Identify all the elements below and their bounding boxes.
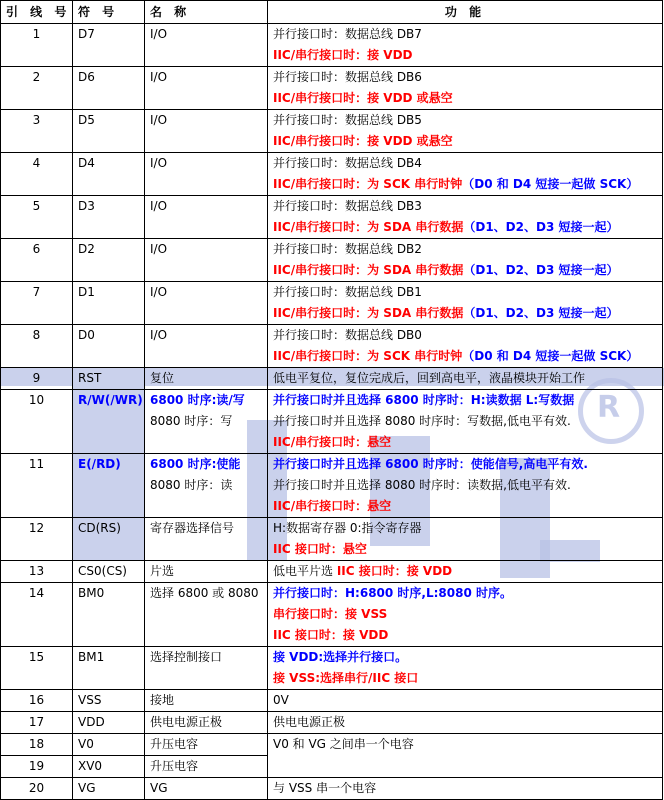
table-body xyxy=(1,24,663,800)
pin-function-cell xyxy=(268,368,663,390)
cell-line xyxy=(273,411,662,432)
pin-number-cell: 12 xyxy=(1,518,73,561)
pin-name-cell xyxy=(145,196,268,239)
text-segment: 并行接口时：数据总线 DB6 xyxy=(273,70,422,84)
text-segment: 6800 时序:读/写 xyxy=(150,393,245,407)
cell-line xyxy=(273,217,662,238)
cell-line: 升压电容 xyxy=(150,737,199,751)
pin-symbol-cell: D6 xyxy=(73,67,145,110)
cell-line xyxy=(273,583,662,604)
text-segment: H:数据寄存器 0:指令寄存器 xyxy=(273,521,422,535)
table-row xyxy=(1,325,663,368)
pin-name-cell xyxy=(145,734,268,756)
pin-function-cell xyxy=(268,454,663,518)
table-row xyxy=(1,561,663,583)
pin-function-cell xyxy=(268,561,663,583)
pin-function-cell xyxy=(268,518,663,561)
table-row xyxy=(1,368,663,390)
header-name: 名 称 xyxy=(145,1,268,24)
text-segment: 并行接口时：数据总线 DB3 xyxy=(273,199,422,213)
cell-line xyxy=(273,668,662,689)
text-segment: （D0 和 D4 短接一起做 SCK） xyxy=(462,349,639,363)
pin-symbol-cell: E(/RD) xyxy=(73,454,145,518)
cell-line xyxy=(273,690,662,711)
pin-number-cell: 3 xyxy=(1,110,73,153)
header-function: 功 能 xyxy=(268,1,663,24)
pin-number-cell: 4 xyxy=(1,153,73,196)
pin-function-cell xyxy=(268,690,663,712)
pin-number-cell: 20 xyxy=(1,778,73,800)
text-segment: 并行接口时：数据总线 DB4 xyxy=(273,156,422,170)
cell-line xyxy=(273,260,662,281)
cell-line xyxy=(273,475,662,496)
pin-function-cell xyxy=(268,390,663,454)
cell-line xyxy=(273,153,662,174)
pin-name-cell xyxy=(145,153,268,196)
text-segment: IIC/串行接口时：为 SDA 串行数据 xyxy=(273,306,464,320)
cell-line xyxy=(273,131,662,152)
text-segment: 并行接口时：数据总线 DB1 xyxy=(273,285,422,299)
cell-line xyxy=(273,390,662,411)
cell-line: I/O xyxy=(150,113,168,127)
pin-symbol-cell: D5 xyxy=(73,110,145,153)
text-segment: 并行接口时：数据总线 DB7 xyxy=(273,27,422,41)
cell-line: 选择 6800 或 8080 xyxy=(150,586,259,600)
cell-line: 选择控制接口 xyxy=(150,650,223,664)
pin-number-cell: 8 xyxy=(1,325,73,368)
cell-line xyxy=(273,24,662,45)
text-segment: IIC/串行接口时：为 SCK 串行时钟 xyxy=(273,177,463,191)
pin-name-cell xyxy=(145,239,268,282)
cell-line xyxy=(273,282,662,303)
cell-line: I/O xyxy=(150,285,168,299)
pin-symbol-cell: D3 xyxy=(73,196,145,239)
cell-line: 供电电源正极 xyxy=(150,715,223,729)
text-segment: 供电电源正极 xyxy=(273,715,346,729)
pin-name-cell xyxy=(145,282,268,325)
pin-name-cell xyxy=(145,647,268,690)
pin-name-cell xyxy=(145,518,268,561)
text-segment: IIC/串行接口时：接 VDD xyxy=(273,48,413,62)
table-row xyxy=(1,390,663,454)
pin-function-cell xyxy=(268,153,663,196)
table-row xyxy=(1,712,663,734)
cell-line xyxy=(273,712,662,733)
pin-name-cell xyxy=(145,756,268,778)
table-row xyxy=(1,778,663,800)
text-segment: 低电平复位，复位完成后，回到高电平，液晶模块开始工作 xyxy=(273,371,586,385)
pin-symbol-cell: D4 xyxy=(73,153,145,196)
pin-number-cell: 7 xyxy=(1,282,73,325)
pin-symbol-cell: D1 xyxy=(73,282,145,325)
pin-name-cell xyxy=(145,690,268,712)
table-row xyxy=(1,24,663,67)
table-row xyxy=(1,153,663,196)
table-row xyxy=(1,239,663,282)
text-segment: 并行接口时：数据总线 DB2 xyxy=(273,242,422,256)
pin-name-cell xyxy=(145,583,268,647)
pin-symbol-cell: D7 xyxy=(73,24,145,67)
text-segment: 并行接口时：H:6800 时序,L:8080 时序。 xyxy=(273,586,512,600)
registered-mark-letter: R xyxy=(597,390,621,425)
pin-number-cell: 13 xyxy=(1,561,73,583)
cell-line xyxy=(273,174,662,195)
text-segment: 并行接口时并且选择 6800 时序时：使能信号,高电平有效. xyxy=(273,457,588,471)
cell-line xyxy=(273,625,662,646)
cell-line xyxy=(150,475,267,496)
text-segment: 低电平片选 xyxy=(273,564,337,578)
pin-number-cell: 1 xyxy=(1,24,73,67)
text-segment: 8080 时序：写 xyxy=(150,414,233,428)
table-row xyxy=(1,647,663,690)
pin-symbol-cell: VSS xyxy=(73,690,145,712)
cell-line xyxy=(273,778,662,799)
cell-line: I/O xyxy=(150,70,168,84)
header-symbol: 符 号 xyxy=(73,1,145,24)
pin-symbol-cell: VG xyxy=(73,778,145,800)
cell-line: I/O xyxy=(150,27,168,41)
pin-name-cell xyxy=(145,67,268,110)
text-segment: （D1、D2、D3 短接一起） xyxy=(463,220,619,234)
text-segment: 并行接口时并且选择 8080 时序时：写数据,低电平有效. xyxy=(273,414,571,428)
pin-symbol-cell: VDD xyxy=(73,712,145,734)
pin-symbol-cell: CD(RS) xyxy=(73,518,145,561)
pin-symbol-cell: XV0 xyxy=(73,756,145,778)
pin-function-cell xyxy=(268,196,663,239)
cell-line xyxy=(273,539,662,560)
pin-function-cell xyxy=(268,67,663,110)
text-segment: 8080 时序：读 xyxy=(150,478,233,492)
text-segment: 接 VSS:选择串行/IIC 接口 xyxy=(273,671,419,685)
pin-name-cell xyxy=(145,325,268,368)
pin-number-cell: 18 xyxy=(1,734,73,756)
cell-line xyxy=(273,734,662,755)
cell-line: 升压电容 xyxy=(150,759,199,773)
pin-function-cell xyxy=(268,325,663,368)
cell-line xyxy=(273,45,662,66)
cell-line xyxy=(273,239,662,260)
cell-line xyxy=(273,432,662,453)
pin-symbol-cell: D2 xyxy=(73,239,145,282)
pin-name-cell xyxy=(145,561,268,583)
text-segment: IIC/串行接口时：为 SDA 串行数据 xyxy=(273,263,464,277)
pin-number-cell: 14 xyxy=(1,583,73,647)
table-row xyxy=(1,583,663,647)
cell-line xyxy=(273,454,662,475)
cell-line xyxy=(273,196,662,217)
text-segment: IIC/串行接口时：为 SCK 串行时钟 xyxy=(273,349,463,363)
pin-name-cell xyxy=(145,368,268,390)
pin-number-cell: 10 xyxy=(1,390,73,454)
cell-line: I/O xyxy=(150,328,168,342)
table-row xyxy=(1,282,663,325)
pin-number-cell: 6 xyxy=(1,239,73,282)
cell-line xyxy=(273,346,662,367)
cell-line: 寄存器选择信号 xyxy=(150,521,235,535)
pin-symbol-cell: V0 xyxy=(73,734,145,756)
text-segment: （D1、D2、D3 短接一起） xyxy=(463,263,619,277)
text-segment: IIC/串行接口时：为 SDA 串行数据 xyxy=(273,220,464,234)
cell-line: I/O xyxy=(150,156,168,170)
table-row xyxy=(1,690,663,712)
pin-number-cell: 9 xyxy=(1,368,73,390)
table-row xyxy=(1,110,663,153)
text-segment: 并行接口时并且选择 8080 时序时：读数据,低电平有效. xyxy=(273,478,571,492)
text-segment: 并行接口时：数据总线 DB5 xyxy=(273,113,422,127)
text-segment: IIC 接口时：接 VDD xyxy=(336,564,453,578)
pin-symbol-cell: RST xyxy=(73,368,145,390)
text-segment: IIC/串行接口时：接 VDD 或悬空 xyxy=(273,134,453,148)
cell-line xyxy=(273,67,662,88)
pin-number-cell: 15 xyxy=(1,647,73,690)
table-row xyxy=(1,196,663,239)
text-segment: 与 VSS 串一个电容 xyxy=(273,781,377,795)
text-segment: （D0 和 D4 短接一起做 SCK） xyxy=(462,177,639,191)
pin-function-cell xyxy=(268,734,663,778)
text-segment: IIC/串行接口时：悬空 xyxy=(273,435,392,449)
pin-name-cell xyxy=(145,390,268,454)
cell-line: VG xyxy=(150,781,168,795)
cell-line xyxy=(273,325,662,346)
table-header-row xyxy=(1,1,663,24)
pin-function-cell xyxy=(268,24,663,67)
cell-line xyxy=(273,496,662,517)
pin-function-cell xyxy=(268,239,663,282)
cell-line: I/O xyxy=(150,199,168,213)
cell-line: I/O xyxy=(150,242,168,256)
pin-number-cell: 19 xyxy=(1,756,73,778)
pin-symbol-cell: D0 xyxy=(73,325,145,368)
table-row xyxy=(1,454,663,518)
table-row xyxy=(1,67,663,110)
cell-line xyxy=(273,303,662,324)
cell-line xyxy=(150,411,267,432)
text-segment: IIC/串行接口时：接 VDD 或悬空 xyxy=(273,91,453,105)
cell-line xyxy=(273,88,662,109)
cell-line xyxy=(150,454,267,475)
pin-symbol-cell: R/W(/WR) xyxy=(73,390,145,454)
text-segment: IIC 接口时：悬空 xyxy=(273,542,367,556)
text-segment: 串行接口时：接 VSS xyxy=(273,607,388,621)
pin-number-cell: 11 xyxy=(1,454,73,518)
cell-line: 片选 xyxy=(150,564,175,578)
header-pin-number: 引 线 号 xyxy=(1,1,73,24)
text-segment: IIC 接口时：接 VDD xyxy=(273,628,389,642)
text-segment: （D1、D2、D3 短接一起） xyxy=(463,306,619,320)
cell-line: 复位 xyxy=(150,371,175,385)
cell-line xyxy=(273,368,662,389)
pin-name-cell xyxy=(145,24,268,67)
text-segment: 并行接口时：数据总线 DB0 xyxy=(273,328,422,342)
pin-name-cell xyxy=(145,454,268,518)
cell-line xyxy=(273,604,662,625)
text-segment: 6800 时序:使能 xyxy=(150,457,241,471)
pin-number-cell: 5 xyxy=(1,196,73,239)
cell-line xyxy=(273,518,662,539)
cell-line: 接地 xyxy=(150,693,175,707)
pin-number-cell: 2 xyxy=(1,67,73,110)
pin-function-cell xyxy=(268,282,663,325)
pin-name-cell xyxy=(145,110,268,153)
table-row xyxy=(1,734,663,756)
pin-number-cell: 17 xyxy=(1,712,73,734)
pin-name-cell xyxy=(145,778,268,800)
pin-symbol-cell: BM0 xyxy=(73,583,145,647)
pin-function-cell xyxy=(268,583,663,647)
pin-symbol-cell: CS0(CS) xyxy=(73,561,145,583)
pin-function-cell xyxy=(268,778,663,800)
text-segment: 0V xyxy=(273,693,289,707)
pin-function-cell xyxy=(268,647,663,690)
pin-number-cell: 16 xyxy=(1,690,73,712)
cell-line xyxy=(150,390,267,411)
text-segment: V0 和 VG 之间串一个电容 xyxy=(273,737,414,751)
pin-function-cell xyxy=(268,712,663,734)
cell-line xyxy=(273,110,662,131)
text-segment: 并行接口时并且选择 6800 时序时：H:读数据 L:写数据 xyxy=(273,393,575,407)
cell-line xyxy=(273,561,662,582)
pin-name-cell xyxy=(145,712,268,734)
text-segment: IIC/串行接口时：悬空 xyxy=(273,499,392,513)
table-row xyxy=(1,518,663,561)
pin-function-cell xyxy=(268,110,663,153)
pin-symbol-cell: BM1 xyxy=(73,647,145,690)
cell-line xyxy=(273,647,662,668)
text-segment: 接 VDD:选择并行接口。 xyxy=(273,650,408,664)
